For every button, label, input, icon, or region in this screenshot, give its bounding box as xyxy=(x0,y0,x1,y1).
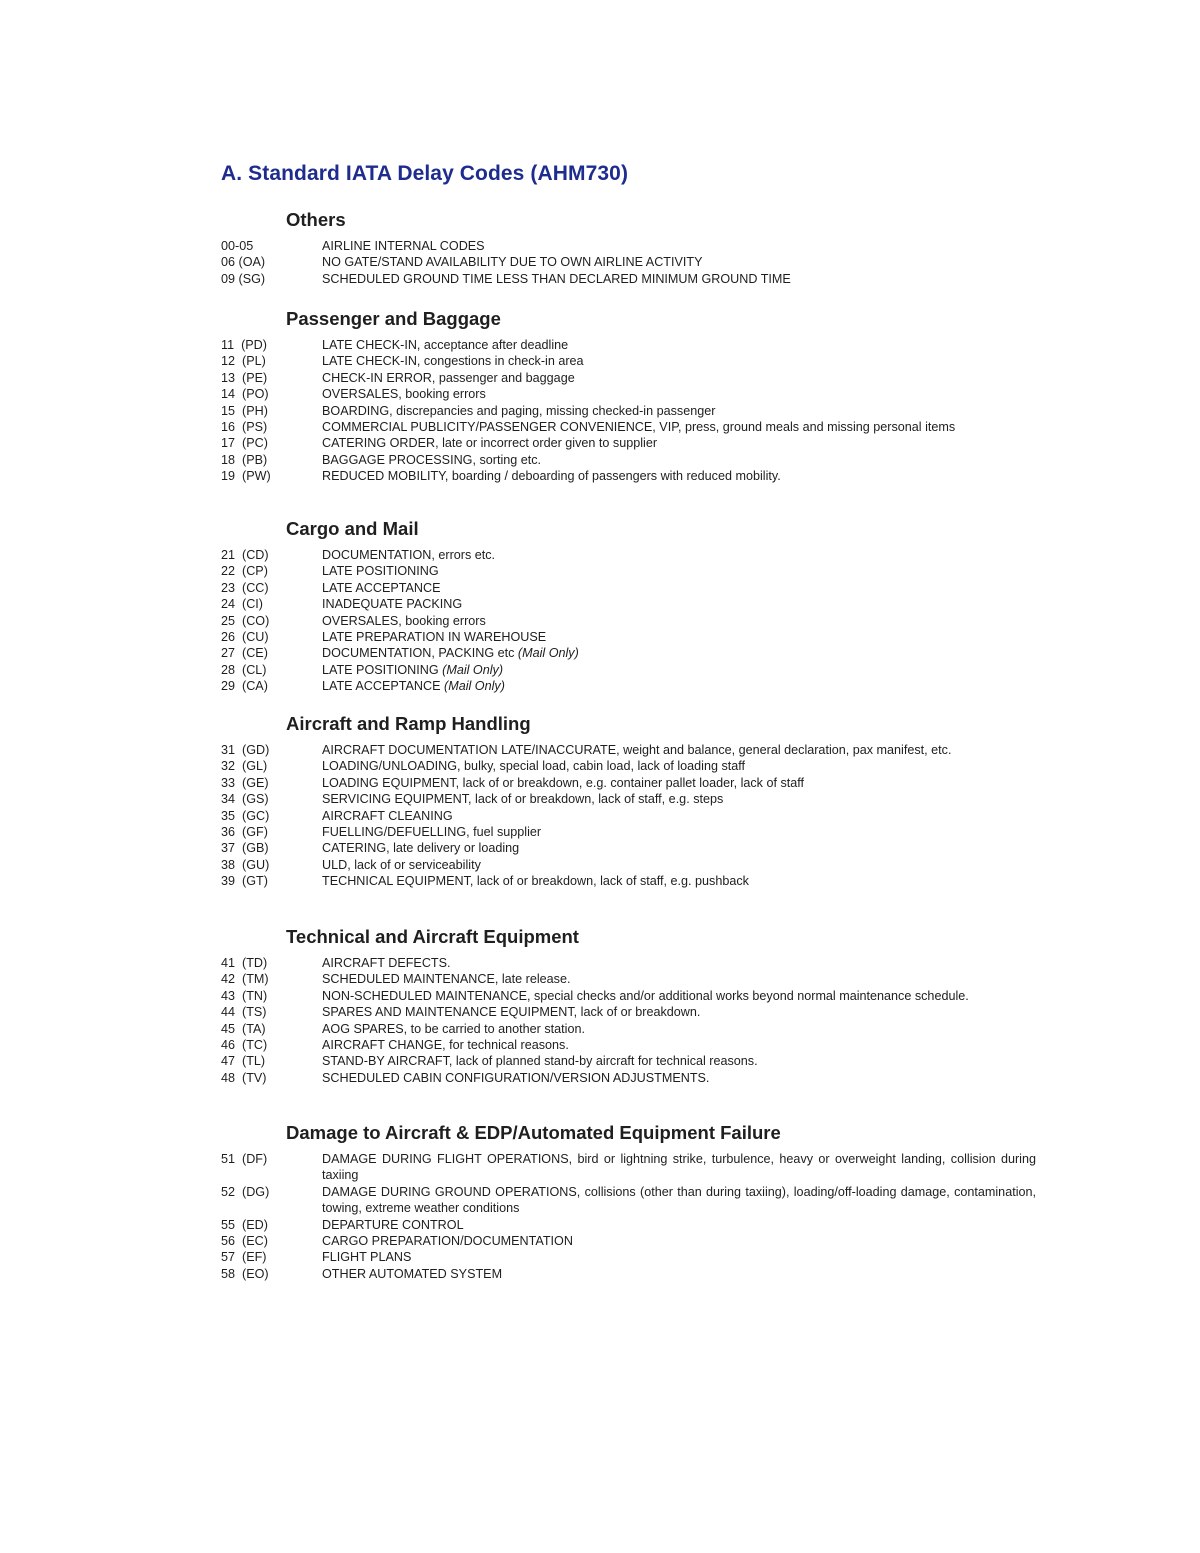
delay-description-text: COMMERCIAL PUBLICITY/PASSENGER CONVENIENCE, VIP, press, ground meals and missing personal items xyxy=(322,420,956,435)
delay-description xyxy=(322,1004,1036,1020)
delay-description-text: DAMAGE DURING FLIGHT OPERATIONS, bird or lightning strike, turbulence, heavy or overweight landing, collision during taxiing xyxy=(322,1152,1036,1183)
delay-description xyxy=(322,613,1036,629)
section-technical-equipment xyxy=(221,926,1036,1086)
page-title: A. Standard IATA Delay Codes (AHM730) xyxy=(221,162,629,185)
delay-description xyxy=(322,678,1036,694)
delay-code: 38 (GU) xyxy=(221,857,270,872)
delay-description xyxy=(322,840,1036,856)
delay-note: (Mail Only) xyxy=(444,679,505,694)
delay-description xyxy=(322,1184,1036,1217)
delay-description xyxy=(322,468,1036,484)
delay-code-row xyxy=(221,971,1036,987)
delay-code: 39 (GT) xyxy=(221,874,268,889)
delay-code: 52 (DG) xyxy=(221,1184,270,1199)
delay-code: 36 (GF) xyxy=(221,825,268,840)
delay-description-text: STAND-BY AIRCRAFT, lack of planned stand-by aircraft for technical reasons. xyxy=(322,1054,758,1069)
delay-description-text: SPARES AND MAINTENANCE EQUIPMENT, lack of or breakdown. xyxy=(322,1005,701,1020)
delay-description xyxy=(322,629,1036,645)
delay-code-row xyxy=(221,452,1036,468)
delay-code-row xyxy=(221,857,1036,873)
delay-code: 41 (TD) xyxy=(221,956,268,970)
delay-code-row xyxy=(221,678,1036,694)
delay-description xyxy=(322,1053,1036,1069)
code-list xyxy=(221,1151,1036,1282)
delay-description xyxy=(322,1233,1036,1249)
delay-code: 28 (CL) xyxy=(221,662,267,677)
delay-code-row xyxy=(221,271,1036,287)
delay-code: 14 (PO) xyxy=(221,387,269,402)
delay-code: 31 (GD) xyxy=(221,743,270,757)
delay-description xyxy=(322,645,1036,661)
delay-description xyxy=(322,370,1036,386)
delay-code-row xyxy=(221,547,1036,563)
delay-code-row xyxy=(221,435,1036,451)
code-list xyxy=(221,742,1036,890)
delay-description-text: DEPARTURE CONTROL xyxy=(322,1217,464,1232)
delay-code-row xyxy=(221,613,1036,629)
delay-description xyxy=(322,547,1036,563)
delay-description xyxy=(322,353,1036,369)
delay-code: 33 (GE) xyxy=(221,775,269,790)
delay-code: 15 (PH) xyxy=(221,403,268,418)
delay-code-row xyxy=(221,1053,1036,1069)
delay-code: 22 (CP) xyxy=(221,564,268,579)
section-damage-edp xyxy=(221,1122,1036,1282)
delay-description-text: LATE PREPARATION IN WAREHOUSE xyxy=(322,630,547,645)
delay-code-row xyxy=(221,1266,1036,1282)
delay-description xyxy=(322,775,1036,791)
delay-description xyxy=(322,337,1036,353)
delay-code: 00-05 xyxy=(221,239,254,253)
section-passenger-baggage xyxy=(221,308,1036,485)
code-list xyxy=(221,238,1036,287)
delay-description xyxy=(322,563,1036,579)
delay-description-text: NO GATE/STAND AVAILABILITY DUE TO OWN AIRLINE ACTIVITY xyxy=(322,255,703,270)
delay-code-row xyxy=(221,1184,1036,1217)
delay-description-text: FUELLING/DEFUELLING, fuel supplier xyxy=(322,825,542,840)
delay-code-row xyxy=(221,1070,1036,1086)
delay-description xyxy=(322,1151,1036,1184)
delay-description-text: LATE POSITIONING xyxy=(322,564,439,579)
section-heading: Passenger and Baggage xyxy=(286,308,501,329)
delay-description xyxy=(322,254,1036,270)
delay-description-text: OTHER AUTOMATED SYSTEM xyxy=(322,1266,503,1281)
delay-description-text: NON-SCHEDULED MAINTENANCE, special checks and/or additional works beyond normal maintenance schedule. xyxy=(322,988,969,1003)
delay-code-row xyxy=(221,662,1036,678)
delay-description xyxy=(322,1217,1036,1233)
delay-description-text: LOADING EQUIPMENT, lack of or breakdown, e.g. container pallet loader, lack of staff xyxy=(322,775,805,790)
delay-description xyxy=(322,238,1036,254)
delay-code: 19 (PW) xyxy=(221,469,271,484)
delay-code: 46 (TC) xyxy=(221,1038,268,1053)
delay-code: 09 (SG) xyxy=(221,271,266,286)
delay-description xyxy=(322,452,1036,468)
delay-code-row xyxy=(221,988,1036,1004)
delay-code: 37 (GB) xyxy=(221,841,269,856)
delay-description xyxy=(322,662,1036,678)
delay-description xyxy=(322,386,1036,402)
delay-description xyxy=(322,1266,1036,1282)
delay-description xyxy=(322,1249,1036,1265)
delay-description-text: LATE ACCEPTANCE xyxy=(322,580,441,595)
delay-description-text: SCHEDULED GROUND TIME LESS THAN DECLARED MINIMUM GROUND TIME xyxy=(322,271,791,286)
delay-code-row xyxy=(221,254,1036,270)
delay-code: 47 (TL) xyxy=(221,1054,266,1069)
delay-code-row xyxy=(221,403,1036,419)
delay-code-row xyxy=(221,563,1036,579)
delay-note: (Mail Only) xyxy=(517,646,579,661)
section-cargo-mail xyxy=(221,518,1036,695)
delay-description xyxy=(322,824,1036,840)
delay-code: 58 (EO) xyxy=(221,1266,269,1281)
delay-description-text: ULD, lack of or serviceability xyxy=(322,857,481,872)
delay-description xyxy=(322,1070,1036,1086)
delay-description xyxy=(322,758,1036,774)
delay-description-text: CARGO PREPARATION/DOCUMENTATION xyxy=(322,1234,573,1249)
delay-code: 57 (EF) xyxy=(221,1250,267,1265)
delay-code: 23 (CC) xyxy=(221,580,269,595)
delay-description-text: AIRLINE INTERNAL CODES xyxy=(322,239,485,253)
delay-code-row xyxy=(221,775,1036,791)
delay-code-row xyxy=(221,1021,1036,1037)
delay-code-row xyxy=(221,758,1036,774)
delay-note: (Mail Only) xyxy=(442,662,504,677)
delay-code: 21 (CD) xyxy=(221,548,269,562)
delay-code: 06 (OA) xyxy=(221,255,266,270)
delay-code-row xyxy=(221,873,1036,889)
delay-code: 32 (GL) xyxy=(221,759,268,774)
delay-code-row xyxy=(221,742,1036,758)
delay-code-row xyxy=(221,1249,1036,1265)
delay-description-text: OVERSALES, booking errors xyxy=(322,613,486,628)
delay-code-row xyxy=(221,791,1036,807)
delay-description xyxy=(322,742,1036,758)
delay-code-row xyxy=(221,596,1036,612)
delay-code: 56 (EC) xyxy=(221,1234,268,1249)
code-list xyxy=(221,955,1036,1086)
delay-code: 12 (PL) xyxy=(221,354,266,369)
delay-code: 16 (PS) xyxy=(221,420,268,435)
delay-description-text: LOADING/UNLOADING, bulky, special load, cabin load, lack of loading staff xyxy=(322,759,746,774)
delay-code: 11 (PD) xyxy=(221,338,267,352)
delay-description xyxy=(322,596,1036,612)
delay-description xyxy=(322,271,1036,287)
delay-description-text: BOARDING, discrepancies and paging, missing checked-in passenger xyxy=(322,403,716,418)
delay-description xyxy=(322,1021,1036,1037)
delay-code: 48 (TV) xyxy=(221,1070,267,1085)
delay-code-row xyxy=(221,1217,1036,1233)
delay-code-row xyxy=(221,419,1036,435)
delay-description-text: CATERING ORDER, late or incorrect order given to supplier xyxy=(322,436,658,451)
delay-description xyxy=(322,403,1036,419)
delay-code: 18 (PB) xyxy=(221,452,268,467)
delay-code: 24 (CI) xyxy=(221,597,263,612)
delay-description-text: TECHNICAL EQUIPMENT, lack of or breakdown, lack of staff, e.g. pushback xyxy=(322,874,749,889)
delay-code: 51 (DF) xyxy=(221,1152,268,1166)
delay-description xyxy=(322,971,1036,987)
delay-code: 26 (CU) xyxy=(221,630,269,645)
delay-code: 13 (PE) xyxy=(221,370,268,385)
delay-code-row xyxy=(221,580,1036,596)
delay-code: 45 (TA) xyxy=(221,1021,266,1036)
delay-description-text: AIRCRAFT DEFECTS. xyxy=(322,956,451,970)
delay-code-row xyxy=(221,629,1036,645)
delay-code: 25 (CO) xyxy=(221,613,270,628)
delay-description-text: CATERING, late delivery or loading xyxy=(322,841,520,856)
delay-description xyxy=(322,857,1036,873)
delay-code: 43 (TN) xyxy=(221,988,268,1003)
delay-code: 42 (TM) xyxy=(221,972,269,987)
delay-description-text: REDUCED MOBILITY, boarding / deboarding of passengers with reduced mobility. xyxy=(322,469,781,484)
delay-code-row xyxy=(221,824,1036,840)
section-heading: Cargo and Mail xyxy=(286,518,419,539)
delay-code-row xyxy=(221,808,1036,824)
delay-code: 44 (TS) xyxy=(221,1005,267,1020)
delay-description-text: LATE ACCEPTANCE xyxy=(322,679,441,694)
delay-code: 29 (CA) xyxy=(221,679,268,694)
delay-description-text: SCHEDULED CABIN CONFIGURATION/VERSION ADJUSTMENTS. xyxy=(322,1070,710,1085)
delay-code: 27 (CE) xyxy=(221,646,268,661)
delay-description-text: AIRCRAFT CLEANING xyxy=(322,808,453,823)
delay-description-text: INADEQUATE PACKING xyxy=(322,597,463,612)
delay-description xyxy=(322,1037,1036,1053)
delay-code-row xyxy=(221,645,1036,661)
code-list xyxy=(221,337,1036,485)
delay-description-text: AIRCRAFT DOCUMENTATION LATE/INACCURATE, weight and balance, general declaration, pax manifest, etc. xyxy=(322,743,952,757)
delay-description-text: LATE POSITIONING xyxy=(322,662,439,677)
section-aircraft-ramp xyxy=(221,713,1036,890)
delay-description-text: AIRCRAFT CHANGE, for technical reasons. xyxy=(322,1038,569,1053)
delay-description xyxy=(322,808,1036,824)
delay-code-row xyxy=(221,955,1036,971)
delay-code: 55 (ED) xyxy=(221,1217,268,1232)
delay-code: 35 (GC) xyxy=(221,808,270,823)
delay-description-text: DAMAGE DURING GROUND OPERATIONS, collisions (other than during taxiing), loading/off-loading damage, contamination, towing, extreme weather conditions xyxy=(322,1184,1036,1216)
delay-code-row xyxy=(221,386,1036,402)
section-heading: Aircraft and Ramp Handling xyxy=(286,713,531,734)
delay-code-row xyxy=(221,353,1036,369)
delay-description-text: FLIGHT PLANS xyxy=(322,1250,412,1265)
delay-code-row xyxy=(221,370,1036,386)
delay-description-text: BAGGAGE PROCESSING, sorting etc. xyxy=(322,452,542,467)
delay-description-text: LATE CHECK-IN, congestions in check-in area xyxy=(322,354,584,369)
section-heading: Technical and Aircraft Equipment xyxy=(286,926,579,947)
delay-description xyxy=(322,873,1036,889)
delay-code-row xyxy=(221,1151,1036,1184)
delay-description-text: SERVICING EQUIPMENT, lack of or breakdown, lack of staff, e.g. steps xyxy=(322,792,724,807)
delay-description xyxy=(322,988,1036,1004)
delay-code-row xyxy=(221,1233,1036,1249)
delay-description xyxy=(322,419,1036,435)
delay-description-text: OVERSALES, booking errors xyxy=(322,387,486,402)
delay-description-text: CHECK-IN ERROR, passenger and baggage xyxy=(322,370,575,385)
delay-description xyxy=(322,435,1036,451)
delay-code-row xyxy=(221,468,1036,484)
section-heading: Others xyxy=(286,209,346,230)
delay-code-row xyxy=(221,1004,1036,1020)
delay-description-text: AOG SPARES, to be carried to another station. xyxy=(322,1021,585,1036)
section-heading: Damage to Aircraft & EDP/Automated Equipment Failure xyxy=(286,1122,781,1143)
delay-description-text: LATE CHECK-IN, acceptance after deadline xyxy=(322,338,569,352)
delay-code-row xyxy=(221,840,1036,856)
code-list xyxy=(221,547,1036,695)
delay-description xyxy=(322,791,1036,807)
delay-description-text: DOCUMENTATION, errors etc. xyxy=(322,548,496,562)
delay-code-row xyxy=(221,238,1036,254)
delay-code: 34 (GS) xyxy=(221,792,269,807)
delay-description-text: DOCUMENTATION, PACKING etc xyxy=(322,646,515,661)
delay-code: 17 (PC) xyxy=(221,436,268,451)
delay-code-row xyxy=(221,337,1036,353)
delay-description-text: SCHEDULED MAINTENANCE, late release. xyxy=(322,972,571,987)
section-others xyxy=(221,209,1036,287)
delay-description xyxy=(322,580,1036,596)
delay-description xyxy=(322,955,1036,971)
delay-code-row xyxy=(221,1037,1036,1053)
